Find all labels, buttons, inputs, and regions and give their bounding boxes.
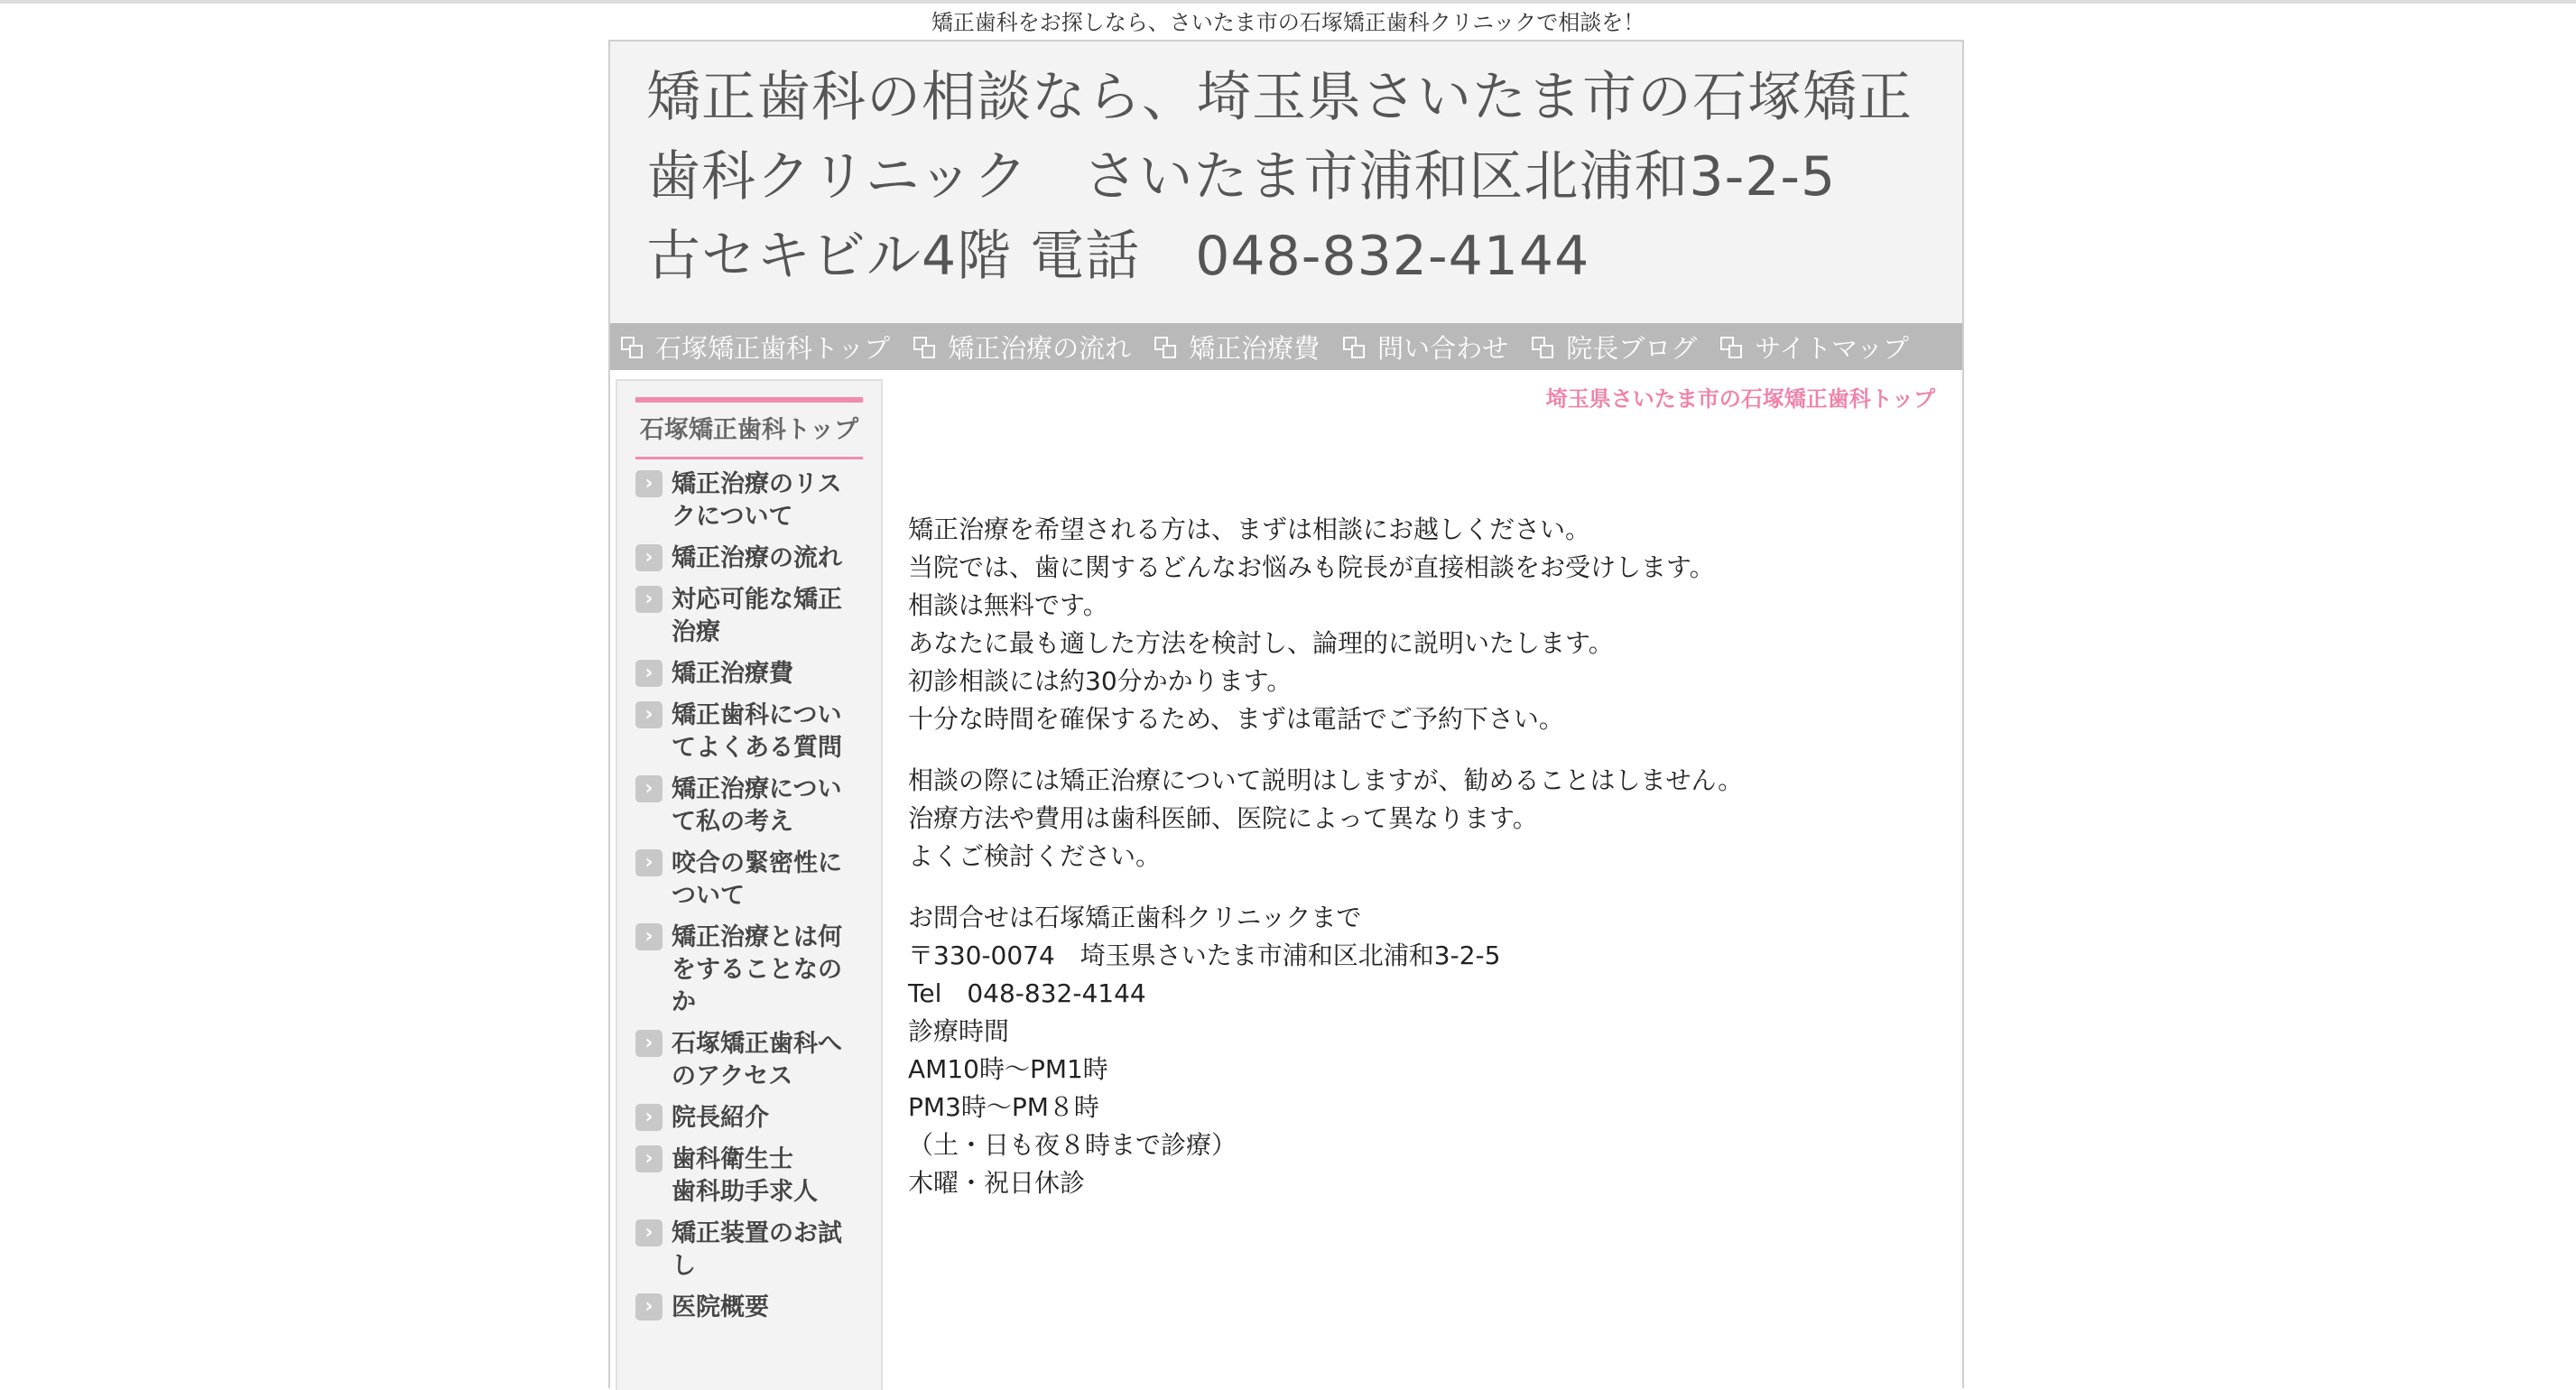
sidebar-item-what-is[interactable] [635, 922, 863, 1019]
content-line: 相談の際には矯正治療について説明はしますが、勧めることはしません。 [908, 765, 1744, 795]
sidebar-item-jobs[interactable] [635, 1144, 863, 1209]
hours-heading: 診療時間 [908, 1016, 1010, 1046]
top-divider [0, 0, 2576, 4]
chevron-right-icon: › [635, 701, 663, 728]
nav-item-fees[interactable] [1154, 329, 1320, 366]
content-line: 矯正治療を希望される方は、まずは相談にお越しください。 [908, 514, 1591, 544]
nav-item-label: 矯正治療費 [1189, 332, 1320, 364]
chevron-right-icon: › [635, 470, 663, 497]
chevron-right-icon: › [635, 923, 663, 950]
sidebar-menu [617, 468, 881, 1324]
nav-item-top[interactable] [621, 329, 890, 366]
chevron-right-icon: › [635, 775, 663, 802]
window-link-icon [621, 335, 644, 358]
sidebar-item-label: 矯正治療の流れ [672, 544, 842, 572]
nav-item-flow[interactable] [913, 329, 1131, 366]
hours-note: （土・日も夜８時まで診療） [908, 1130, 1237, 1160]
nav-item-label: サイトマップ [1755, 332, 1910, 364]
sidebar-item-faq[interactable] [635, 700, 863, 764]
sidebar-item-label: 矯正治療のリスクについて [672, 470, 842, 531]
nav-item-sitemap[interactable] [1720, 329, 1909, 366]
sidebar-item-risks[interactable] [635, 468, 863, 533]
page-container [608, 40, 1964, 1388]
window-link-icon [1154, 335, 1178, 358]
phone-line: Tel 048-832-4144 [908, 978, 1146, 1008]
chevron-right-icon: › [635, 660, 663, 687]
sidebar-item-label: 矯正装置のお試し [672, 1219, 842, 1280]
sidebar [616, 379, 883, 1390]
content-line: 相談は無料です。 [908, 590, 1108, 620]
content-line: よくご検討ください。 [908, 841, 1162, 871]
sidebar-item-label: 咬合の緊密性について [672, 849, 842, 910]
chevron-right-icon: › [635, 849, 663, 876]
site-header [610, 42, 1962, 323]
chevron-right-icon: › [635, 1219, 663, 1246]
content-line: 当院では、歯に関するどんなお悩みも院長が直接相談をお受けします。 [908, 552, 1715, 582]
chevron-right-icon: › [635, 1145, 663, 1172]
breadcrumb[interactable]: 埼玉県さいたま市の石塚矯正歯科トップ [1545, 386, 1935, 412]
sidebar-item-label: 院長紹介 [672, 1104, 769, 1132]
hours-line: PM3時〜PM８時 [908, 1092, 1099, 1122]
content-line: あなたに最も適した方法を検討し、論理的に説明いたします。 [908, 628, 1614, 658]
nav-item-label: 石塚矯正歯科トップ [655, 332, 891, 364]
sidebar-item-label: 石塚矯正歯科へのアクセス [672, 1030, 842, 1090]
sidebar-item-label: 矯正治療費 [672, 660, 793, 688]
closed-days: 木曜・祝日休診 [908, 1168, 1086, 1198]
sidebar-item-overview[interactable] [635, 1292, 863, 1324]
sidebar-item-label: 医院概要 [672, 1293, 769, 1321]
window-link-icon [913, 335, 937, 358]
sidebar-item-director[interactable] [635, 1102, 863, 1135]
site-title[interactable]: 矯正歯科の相談なら、埼玉県さいたま市の石塚矯正歯科クリニック さいたま市浦和区北浦和3-2-5 古セキビル4階 電話 048-832-4144 [646, 66, 1913, 288]
chevron-right-icon: › [635, 1293, 663, 1320]
sidebar-item-label: 矯正歯科についてよくある質問 [672, 701, 842, 762]
content-line: お問合せは石塚矯正歯科クリニックまで [908, 903, 1362, 932]
intro-paragraph [908, 511, 1919, 738]
hours-line: AM10時〜PM1時 [908, 1054, 1108, 1084]
site-tagline: 矯正歯科をお探しなら、さいたま市の石塚矯正歯科クリニックで相談を！ [931, 10, 1645, 35]
window-link-icon [1720, 335, 1744, 358]
window-link-icon [1532, 335, 1555, 358]
contact-paragraph [908, 899, 1919, 1202]
sidebar-item-treatments[interactable] [635, 584, 863, 649]
sidebar-item-trial[interactable] [635, 1218, 863, 1283]
sidebar-item-label: 矯正治療とは何をすることなのか [672, 923, 842, 1016]
chevron-right-icon: › [635, 586, 663, 613]
content-line: 初診相談には約30分かかります。 [908, 666, 1293, 696]
sidebar-item-label: 対応可能な矯正治療 [672, 586, 842, 646]
sidebar-item-occlusion[interactable] [635, 848, 863, 913]
global-nav [610, 323, 1962, 370]
chevron-right-icon: › [635, 1030, 663, 1057]
window-link-icon [1343, 335, 1367, 358]
nav-item-label: 矯正治療の流れ [948, 332, 1132, 364]
chevron-right-icon: › [635, 544, 663, 571]
sidebar-item-access[interactable] [635, 1028, 863, 1093]
consultation-paragraph [908, 762, 1919, 876]
content-line: 十分な時間を確保するため、まずは電話でご予約下さい。 [908, 704, 1564, 734]
nav-item-label: 院長ブログ [1566, 332, 1698, 364]
nav-item-label: 問い合わせ [1377, 332, 1509, 364]
nav-item-contact[interactable] [1343, 329, 1508, 366]
sidebar-item-philosophy[interactable] [635, 774, 863, 839]
sidebar-item-flow[interactable] [635, 542, 863, 575]
main-content [908, 511, 1919, 1226]
chevron-right-icon: › [635, 1104, 663, 1131]
sidebar-item-fees[interactable] [635, 658, 863, 690]
content-line: 治療方法や費用は歯科医師、医院によって異なります。 [908, 803, 1538, 833]
sidebar-item-label: 歯科衛生士 歯科助手求人 [672, 1145, 842, 1206]
sidebar-item-label: 矯正治療について私の考え [672, 775, 842, 836]
nav-item-blog[interactable] [1532, 329, 1697, 366]
address-line: 〒330-0074 埼玉県さいたま市浦和区北浦和3-2-5 [908, 941, 1501, 970]
sidebar-heading[interactable]: 石塚矯正歯科トップ [635, 397, 863, 459]
